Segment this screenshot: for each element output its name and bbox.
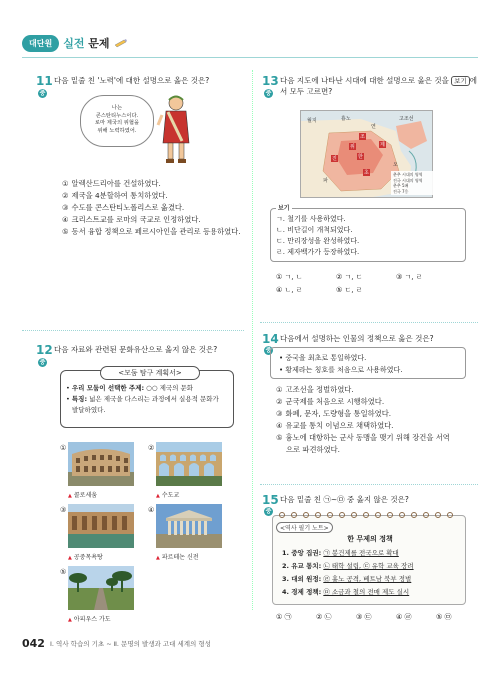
bubble-line: 나는	[111, 105, 123, 111]
q15-choice-4[interactable]: ④ ㉣	[396, 613, 412, 621]
q13-bogi-item: ㄹ. 제자백가가 등장하였다.	[276, 248, 360, 256]
q13-map-legend	[391, 171, 433, 195]
map-label-jo: 조	[360, 134, 365, 140]
map-label-jin: 진	[332, 156, 337, 162]
q13-bogi-inline: 보기	[451, 76, 470, 86]
public-bath-photo[interactable]	[68, 504, 134, 548]
q15-note-tag: <역사 필기 노트>	[276, 522, 333, 533]
appian-way-photo[interactable]	[68, 566, 134, 610]
q11-choice-1[interactable]	[62, 178, 241, 190]
row-divider-left	[22, 330, 244, 331]
photo-5-caption: ▲ 아피우스 가도	[68, 616, 111, 623]
q14-choice-1[interactable]	[276, 384, 450, 396]
q14-info-box	[270, 347, 466, 379]
legend-item: 전국 7웅	[393, 188, 409, 194]
bubble-line: 로마 제국의 위협을	[94, 120, 140, 126]
plan-value: ○○ 제국의 문화	[146, 384, 194, 392]
choice-num: ④	[62, 215, 69, 224]
title-accent: 실전	[63, 37, 85, 50]
legend-item: 춘추 시대의 영역	[393, 172, 423, 177]
caption-text: 콜로세움	[73, 492, 98, 499]
q13-level: 중	[265, 90, 272, 97]
q13-bogi-item: ㄴ. 비단길이 개척되었다.	[276, 226, 353, 234]
map-label-gojoseon: 고조선	[399, 116, 414, 122]
map-label-han: 한	[358, 154, 363, 160]
q13-bogi-item: ㄱ. 철기를 사용하였다.	[276, 215, 346, 223]
choice-text: 동서 융합 정책으로 페르시아인을 관리로 등용하였다.	[71, 227, 241, 236]
title-rest: 문제	[88, 37, 110, 50]
q11-choice-2[interactable]	[62, 190, 241, 202]
photo-2-caption: ▲ 수도교	[156, 492, 180, 499]
q13-choice-5[interactable]: ⑤ ㄷ, ㄹ	[336, 286, 363, 294]
q12-plan-line-3: 발달하였다.	[72, 406, 106, 414]
note-text: ㉡ 태학 설립, ㉢ 유학 교육 장려	[323, 562, 414, 570]
q14-info-line: • 황제라는 칭호를 처음으로 사용하였다.	[279, 366, 403, 374]
q11-choice-3[interactable]	[62, 202, 241, 214]
q13-choice-1[interactable]: ① ㄱ, ㄴ	[276, 273, 303, 281]
q12-question: 다음 자료와 관련된 문화유산으로 옳지 않은 것은?	[54, 345, 218, 354]
q14-number: 14	[262, 332, 279, 346]
q13-bogi-label: 보기	[278, 205, 290, 212]
note-text: ㉤ 소금과 철의 전매 제도 실시	[323, 588, 410, 596]
q14-question: 다음에서 설명하는 인물의 정책으로 옳은 것은?	[280, 334, 434, 343]
q12-level: 중	[39, 359, 46, 366]
bubble-line: 콘스탄티누스이다.	[95, 112, 139, 119]
note-label: 2. 유교 통치:	[282, 562, 322, 570]
q11-choice-5[interactable]	[62, 226, 241, 238]
q15-note-line-2	[282, 561, 414, 570]
q14-choices	[276, 384, 450, 456]
q12-number: 12	[36, 343, 53, 357]
choice-num: ②	[276, 397, 283, 406]
photo-4-caption: ▲ 파르테논 신전	[156, 554, 199, 561]
map-label-yeon: 연	[371, 124, 376, 130]
q15-note-line-3	[282, 574, 411, 583]
choice-num: ①	[62, 179, 69, 188]
note-text: ㉠ 봉건제를 전국으로 확대	[323, 549, 399, 557]
q14-choice-5-cont	[276, 444, 450, 456]
plan-label: 우리 모둠이 선택한 주제:	[71, 384, 145, 392]
photo-5-number: ⑤	[60, 568, 67, 576]
map-label-je: 제	[380, 142, 385, 148]
q11-question: 다음 밑줄 친 '노력'에 대한 설명으로 옳은 것은?	[54, 76, 210, 85]
q15-choice-1[interactable]: ① ㉠	[276, 613, 292, 621]
row-divider-right-2	[260, 484, 478, 485]
page-number: 042	[22, 637, 45, 650]
pencil-icon	[114, 38, 128, 48]
q15-note-line-1	[282, 548, 399, 557]
choice-num: ③	[276, 409, 283, 418]
q14-info-line: • 중국을 최초로 통일하였다.	[279, 354, 367, 362]
q11-choice-4[interactable]	[62, 214, 241, 226]
q15-level: 중	[265, 508, 272, 515]
q14-choice-4[interactable]	[276, 420, 450, 432]
legend-item: 전국 시대의 영역	[393, 177, 423, 183]
choice-num: ③	[62, 203, 69, 212]
choice-text: 유교를 통치 이념으로 채택하였다.	[285, 421, 394, 430]
q15-number: 15	[262, 493, 279, 507]
q13-number: 13	[262, 74, 279, 88]
legend-item: 춘추 5패	[393, 183, 409, 188]
choice-text: 제국을 4분할하여 통치하였다.	[71, 191, 168, 200]
q11-number: 11	[36, 74, 53, 88]
map-label-cho: 초	[364, 170, 369, 176]
map-label-hyungno: 흉노	[341, 116, 351, 122]
q15-note-line-4	[282, 587, 409, 596]
q13-choice-3[interactable]: ③ ㄱ, ㄹ	[396, 273, 423, 281]
q11-level: 중	[39, 90, 46, 97]
q14-level: 중	[265, 347, 272, 354]
q15-choice-2[interactable]: ② ㉡	[316, 613, 332, 621]
header-rule	[22, 57, 478, 58]
q13-choice-2[interactable]: ② ㄱ, ㄷ	[336, 273, 363, 281]
parthenon-photo[interactable]	[156, 504, 222, 548]
note-label: 3. 대외 원정:	[282, 575, 322, 583]
choice-num: ②	[62, 191, 69, 200]
roman-emperor-illustration	[156, 93, 196, 169]
q15-choices	[276, 612, 466, 624]
q14-choice-2[interactable]	[276, 396, 450, 408]
caption-text: 파르테논 신전	[161, 554, 199, 561]
note-text: ㉣ 흉노 공격, 베트남 북부 정벌	[323, 575, 412, 583]
choice-num: ④	[276, 421, 283, 430]
map-label-wi: 위	[350, 144, 355, 150]
q11-choices	[62, 178, 241, 238]
aqueduct-photo[interactable]	[156, 442, 222, 486]
q12-plan-title: <모둠 탐구 계획서>	[100, 366, 200, 380]
q14-choice-5[interactable]	[276, 432, 450, 444]
note-label: 4. 경제 정책:	[282, 588, 322, 596]
bubble-line: 위해 노력하였어.	[97, 127, 137, 134]
q12-plan-line-1: • 우리 모둠이 선택한 주제: ○○ 제국의 문화	[66, 384, 194, 392]
choice-num: ⑤	[62, 227, 69, 236]
choice-text: 알렉산드리아를 건설하였다.	[71, 179, 161, 188]
footer-text: Ⅰ. 역사 학습의 기초 ~ Ⅱ. 문명의 발생과 고대 세계의 형성	[50, 640, 211, 648]
caption-text: 수도교	[161, 492, 180, 499]
section-title	[63, 35, 109, 51]
map-label-o: 오	[393, 162, 398, 168]
q15-choice-5[interactable]: ⑤ ㉤	[436, 613, 452, 621]
photo-1-caption: ▲ 콜로세움	[68, 492, 98, 499]
choice-text: 화폐, 문자, 도량형을 통일하였다.	[285, 409, 392, 418]
map-label-pa: 파	[323, 178, 328, 184]
photo-2-number: ②	[148, 444, 155, 452]
section-badge: 대단원	[22, 35, 59, 52]
choice-text: 흉노에 대항하는 군사 동맹을 맺기 위해 장건을 서역	[285, 433, 450, 442]
q13-bogi-item: ㄷ. 만리장성을 완성하였다.	[276, 237, 360, 245]
choice-text: 으로 파견하였다.	[286, 445, 340, 454]
plan-value: 넓은 제국을 다스리는 과정에서 실용적 문화가	[89, 395, 219, 403]
row-divider-right-1	[260, 322, 478, 323]
caption-text: 아피우스 가도	[73, 616, 111, 623]
section-header	[22, 32, 128, 54]
colosseum-photo[interactable]	[68, 442, 134, 486]
q13-question-l2: 서 모두 고르면?	[280, 87, 333, 96]
choice-text: 고조선을 정벌하였다.	[285, 385, 354, 394]
q14-choice-3[interactable]	[276, 408, 450, 420]
q11-speech-bubble	[80, 95, 154, 147]
notebook-spiral-icon	[272, 511, 466, 519]
choice-text: 군국제를 처음으로 시행하였다.	[285, 397, 385, 406]
choice-text: 크리스트교를 로마의 국교로 인정하였다.	[71, 215, 201, 224]
photo-4-number: ④	[148, 506, 155, 514]
q15-choice-3[interactable]: ③ ㉢	[356, 613, 372, 621]
plan-label: 특징:	[71, 395, 88, 403]
q15-note-title: 한 무제의 정책	[347, 535, 393, 543]
q15-question: 다음 밑줄 친 ㉠~㉤ 중 옳지 않은 것은?	[280, 495, 409, 504]
photo-3-number: ③	[60, 506, 67, 514]
q13-question-l1-end: 에	[469, 76, 478, 85]
choice-num: ①	[276, 385, 283, 394]
q13-choices	[276, 272, 466, 296]
map-label-wolji: 월지	[307, 118, 317, 124]
note-label: 1. 중앙 집권:	[282, 549, 322, 557]
q13-choice-4[interactable]: ④ ㄴ, ㄹ	[276, 286, 303, 294]
q13-question-l1: 다음 지도에 나타난 시대에 대한 설명으로 옳은 것을	[280, 76, 449, 85]
caption-text: 공중목욕탕	[73, 554, 103, 561]
choice-num: ⑤	[276, 433, 283, 442]
choice-text: 수도를 콘스탄티노폴리스로 옮겼다.	[71, 203, 185, 212]
photo-1-number: ①	[60, 444, 67, 452]
column-divider	[252, 70, 253, 610]
q12-plan-line-2: • 특징: 넓은 제국을 다스리는 과정에서 실용적 문화가	[66, 395, 219, 403]
photo-3-caption: ▲ 공중목욕탕	[68, 554, 103, 561]
